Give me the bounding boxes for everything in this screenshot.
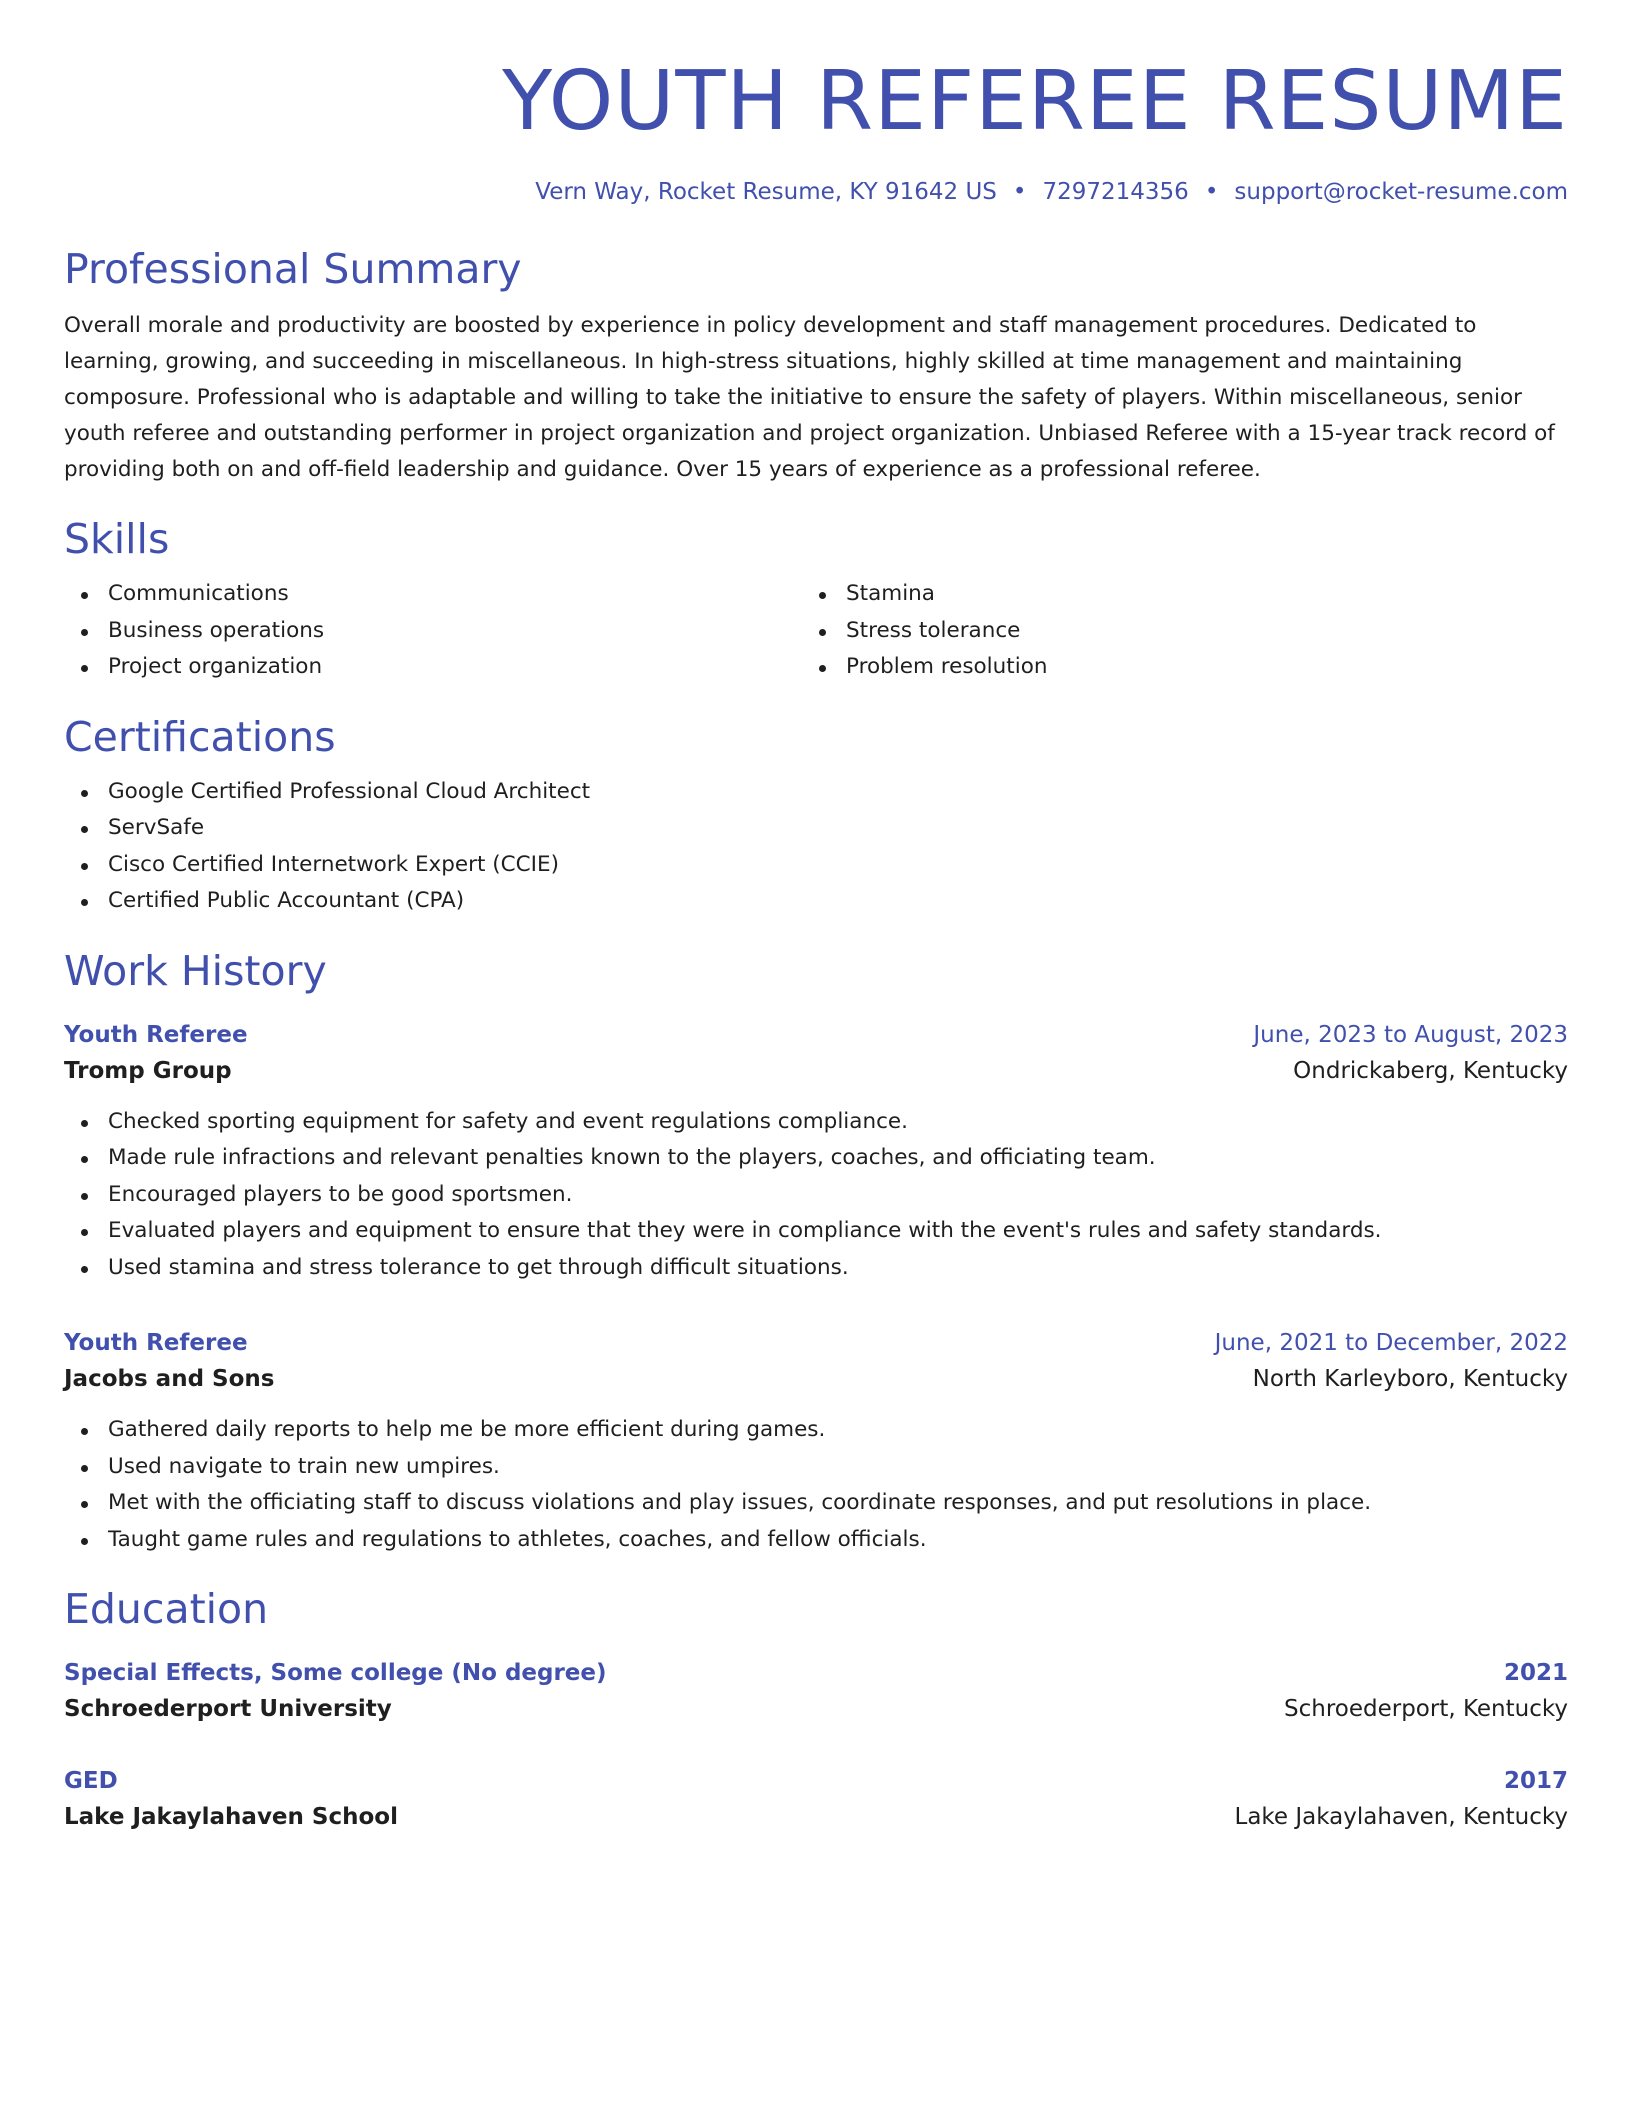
contact-separator: •	[1204, 179, 1219, 205]
education-heading: Education	[64, 1585, 269, 1633]
job-location: North Karleyboro, Kentucky	[1252, 1366, 1568, 1392]
job-duty-item: Used navigate to train new umpires.	[64, 1449, 1568, 1486]
education-year: 2021	[1503, 1660, 1568, 1686]
contact-phone: 7297214356	[1042, 179, 1189, 205]
education-entry	[64, 1656, 1568, 1728]
job-duty-item: Evaluated players and equipment to ensure that they were in compliance with the event's rules and safety standards.	[64, 1213, 1568, 1250]
education-section	[64, 1584, 1568, 1836]
education-school: Schroederport University	[64, 1696, 392, 1722]
skills-grid	[64, 564, 1568, 686]
certifications-section	[64, 712, 1568, 920]
certification-item: Certified Public Accountant (CPA)	[64, 883, 1568, 920]
job-duty-item: Used stamina and stress tolerance to get through difficult situations.	[64, 1250, 1568, 1287]
job-duty-item: Gathered daily reports to help me be more efficient during games.	[64, 1412, 1568, 1449]
job-company: Tromp Group	[64, 1057, 232, 1084]
resume-header	[64, 52, 1568, 208]
job-duty-item: Checked sporting equipment for safety and event regulations compliance.	[64, 1104, 1568, 1141]
skill-item: Stress tolerance	[802, 613, 1568, 650]
contact-separator: •	[1012, 179, 1027, 205]
contact-address: Vern Way, Rocket Resume, KY 91642 US	[535, 179, 997, 205]
job-company: Jacobs and Sons	[64, 1366, 275, 1392]
job-entry	[64, 1018, 1568, 1287]
education-school-row	[64, 1690, 1568, 1728]
certification-item: Google Certified Professional Cloud Architect	[64, 774, 1568, 811]
job-duty-item: Met with the officiating staff to discuss violations and play issues, coordinate responses, and put resolutions in place.	[64, 1485, 1568, 1522]
skills-heading: Skills	[64, 515, 170, 563]
skill-item: Communications	[64, 576, 802, 613]
certification-item: Cisco Certified Internetwork Expert (CCIE)	[64, 847, 1568, 884]
job-dates: June, 2021 to December, 2022	[1214, 1330, 1568, 1356]
job-entry	[64, 1326, 1568, 1558]
education-header-row	[64, 1764, 1568, 1798]
education-location: Lake Jakaylahaven, Kentucky	[1234, 1804, 1568, 1830]
job-dates: June, 2023 to August, 2023	[1253, 1021, 1568, 1048]
job-duty-item: Made rule infractions and relevant penalties known to the players, coaches, and officiating team.	[64, 1140, 1568, 1177]
skill-item: Business operations	[64, 613, 802, 650]
education-degree: Special Effects, Some college (No degree)	[64, 1660, 607, 1686]
education-header-row	[64, 1656, 1568, 1690]
job-duties-list	[64, 1412, 1568, 1558]
certification-item: ServSafe	[64, 810, 1568, 847]
education-year: 2017	[1503, 1768, 1568, 1794]
summary-text: Overall morale and productivity are boosted by experience in policy development and staff management procedures. Dedicated to learning, growing, and succeeding in miscellaneous. In high-stress situations, highly skilled at time management and maintaining composure. Professional who is adaptable and willing to take the initiative to ensure the safety of players. Within miscellaneous, senior youth referee and outstanding performer in project organization and project organization. Unbiased Referee with a 15-year track record of providing both on and off-field leadership and guidance. Over 15 years of experience as a professional referee.	[64, 313, 1555, 482]
contact-line	[64, 176, 1568, 208]
job-location: Ondrickaberg, Kentucky	[1293, 1057, 1568, 1084]
job-company-row	[64, 1360, 1568, 1398]
summary-section	[64, 244, 1568, 488]
education-school-row	[64, 1798, 1568, 1836]
job-title: Youth Referee	[64, 1021, 248, 1048]
skills-list-right	[802, 576, 1568, 686]
skill-item: Problem resolution	[802, 649, 1568, 686]
education-school: Lake Jakaylahaven School	[64, 1804, 398, 1830]
education-degree: GED	[64, 1768, 118, 1794]
work-history-section	[64, 946, 1568, 1559]
education-location: Schroederport, Kentucky	[1284, 1696, 1568, 1722]
job-duty-item: Encouraged players to be good sportsmen.	[64, 1177, 1568, 1214]
skill-item: Project organization	[64, 649, 802, 686]
job-duties-list	[64, 1104, 1568, 1287]
job-company-row	[64, 1052, 1568, 1090]
job-title: Youth Referee	[64, 1330, 248, 1356]
skill-item: Stamina	[802, 576, 1568, 613]
contact-email: support@rocket-resume.com	[1234, 179, 1568, 205]
certifications-heading: Certifications	[64, 712, 336, 761]
work-history-heading: Work History	[64, 946, 327, 995]
education-entry	[64, 1764, 1568, 1836]
skills-section	[64, 514, 1568, 686]
certifications-list	[64, 774, 1568, 920]
job-header-row	[64, 1326, 1568, 1360]
resume-title: YOUTH REFEREE RESUME	[502, 54, 1568, 149]
job-duty-item: Taught game rules and regulations to athletes, coaches, and fellow officials.	[64, 1522, 1568, 1559]
skills-list-left	[64, 576, 802, 686]
summary-heading: Professional Summary	[64, 245, 522, 293]
job-header-row	[64, 1018, 1568, 1052]
